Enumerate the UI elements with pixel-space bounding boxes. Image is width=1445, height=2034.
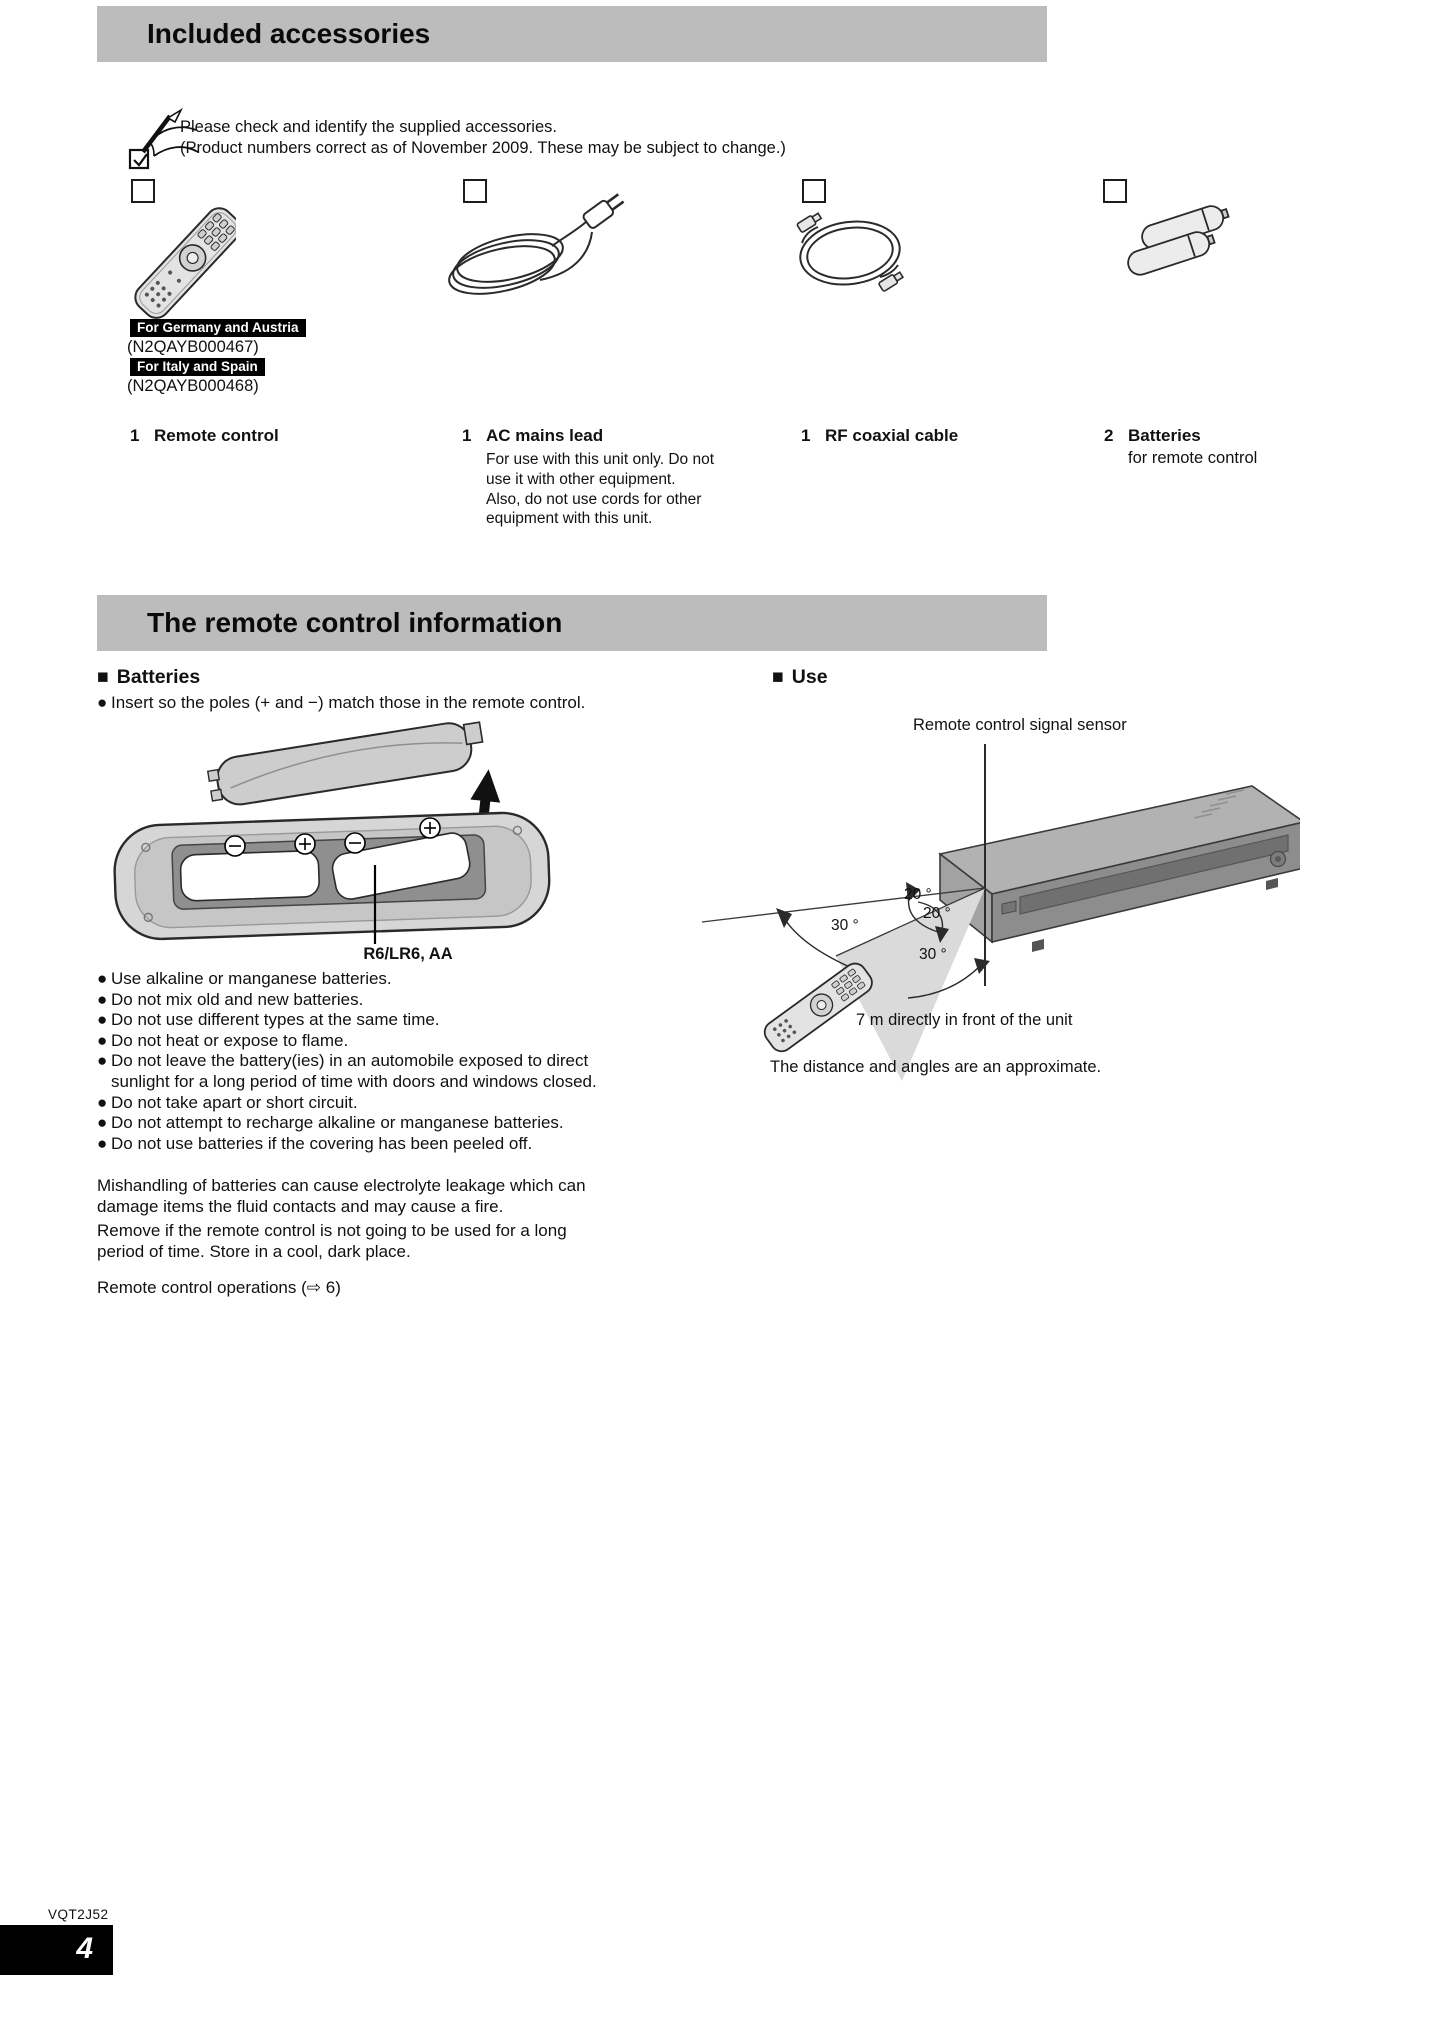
item-label-rf-coaxial-cable: 1 RF coaxial cable [801,426,959,445]
list-item: ● Do not leave the battery(ies) in an automobile exposed to direct [97,1051,589,1071]
page-number: 4 [76,1932,93,1965]
list-item: ● Do not heat or expose to flame. [97,1030,349,1050]
accessories-intro-line1: Please check and identify the supplied accessories. [180,118,557,136]
angle-label-left-30: 30 ° [831,917,859,934]
checkbox-batteries [1103,179,1127,203]
angle-label-upper-20: 20 ° [904,886,932,903]
included-accessories-header-bar [97,6,1047,62]
item-note-batteries: for remote control [1128,449,1258,467]
mishandling-paragraph: Mishandling of batteries can cause electrolyte leakage which can damage items the fluid contacts and may cause a fire. [97,1176,586,1216]
section-square-icon: ■ [772,666,784,688]
region-badge-italy-spain: For Italy and Spain [130,358,265,376]
remove-paragraph: Remove if the remote control is not going to be used for a long period of time. Store in a cool, dark place. [97,1221,567,1261]
batteries-illustration [1115,203,1231,291]
item-label-ac-mains-lead: 1 AC mains lead [462,426,604,445]
list-item: ● Do not use batteries if the covering has been peeled off. [97,1133,533,1153]
insert-poles-note: ● Insert so the poles (+ and −) match those in the remote control. [97,693,586,712]
bullet-icon: ● [97,693,108,712]
list-item: ● Use alkaline or manganese batteries. [97,969,392,988]
batteries-section-heading: ■ Batteries [97,666,201,688]
product-code-italy-spain: (N2QAYB000468) [127,377,259,395]
product-code-germany-austria: (N2QAYB000467) [127,338,259,356]
battery-installation-diagram [95,713,575,945]
list-item: ● Do not take apart or short circuit. [97,1092,358,1112]
item-label-remote-control: 1 Remote control [130,426,279,445]
model-code: VQT2J52 [48,1907,109,1922]
ac-mains-lead-illustration [440,188,630,306]
region-badge-germany-austria: For Germany and Austria [130,319,306,337]
item-label-batteries: 2 Batteries [1104,426,1201,445]
remote-info-header-bar [97,595,1047,651]
operations-reference: Remote control operations (⇨ 6) [97,1278,341,1297]
ac-mains-lead-notes: For use with this unit only. Do not use it with other equipment. Also, do not use cords for other equipment with this unit. [486,451,715,528]
angle-label-bottom-30: 30 ° [919,946,947,963]
remote-control-illustration [118,200,236,320]
use-section-heading: ■ Use [772,666,828,688]
rf-coaxial-cable-illustration [788,203,914,301]
section-square-icon: ■ [97,666,109,688]
battery-cautions-list [97,969,597,1154]
list-item: ● Do not use different types at the same time. [97,1010,440,1030]
battery-type-label: R6/LR6, AA [363,945,453,963]
signal-range-diagram [640,736,1300,1088]
signal-sensor-label: Remote control signal sensor [913,716,1127,734]
accessories-intro-line2: (Product numbers correct as of November 2009. These may be subject to change.) [180,139,786,157]
approximate-note: The distance and angles are an approximate. [770,1058,1102,1076]
checkbox-rf-coaxial-cable [802,179,826,203]
included-accessories-title: Included accessories [147,18,431,49]
list-item-continuation: sunlight for a long period of time with doors and windows closed. [111,1071,597,1091]
distance-note: 7 m directly in front of the unit [856,1011,1073,1029]
list-item: ● Do not mix old and new batteries. [97,989,364,1009]
list-item: ● Do not attempt to recharge alkaline or manganese batteries. [97,1113,564,1133]
angle-label-lower-20: 20 ° [923,905,951,922]
remote-info-title: The remote control information [147,607,563,638]
page-number-box [0,1925,113,1975]
